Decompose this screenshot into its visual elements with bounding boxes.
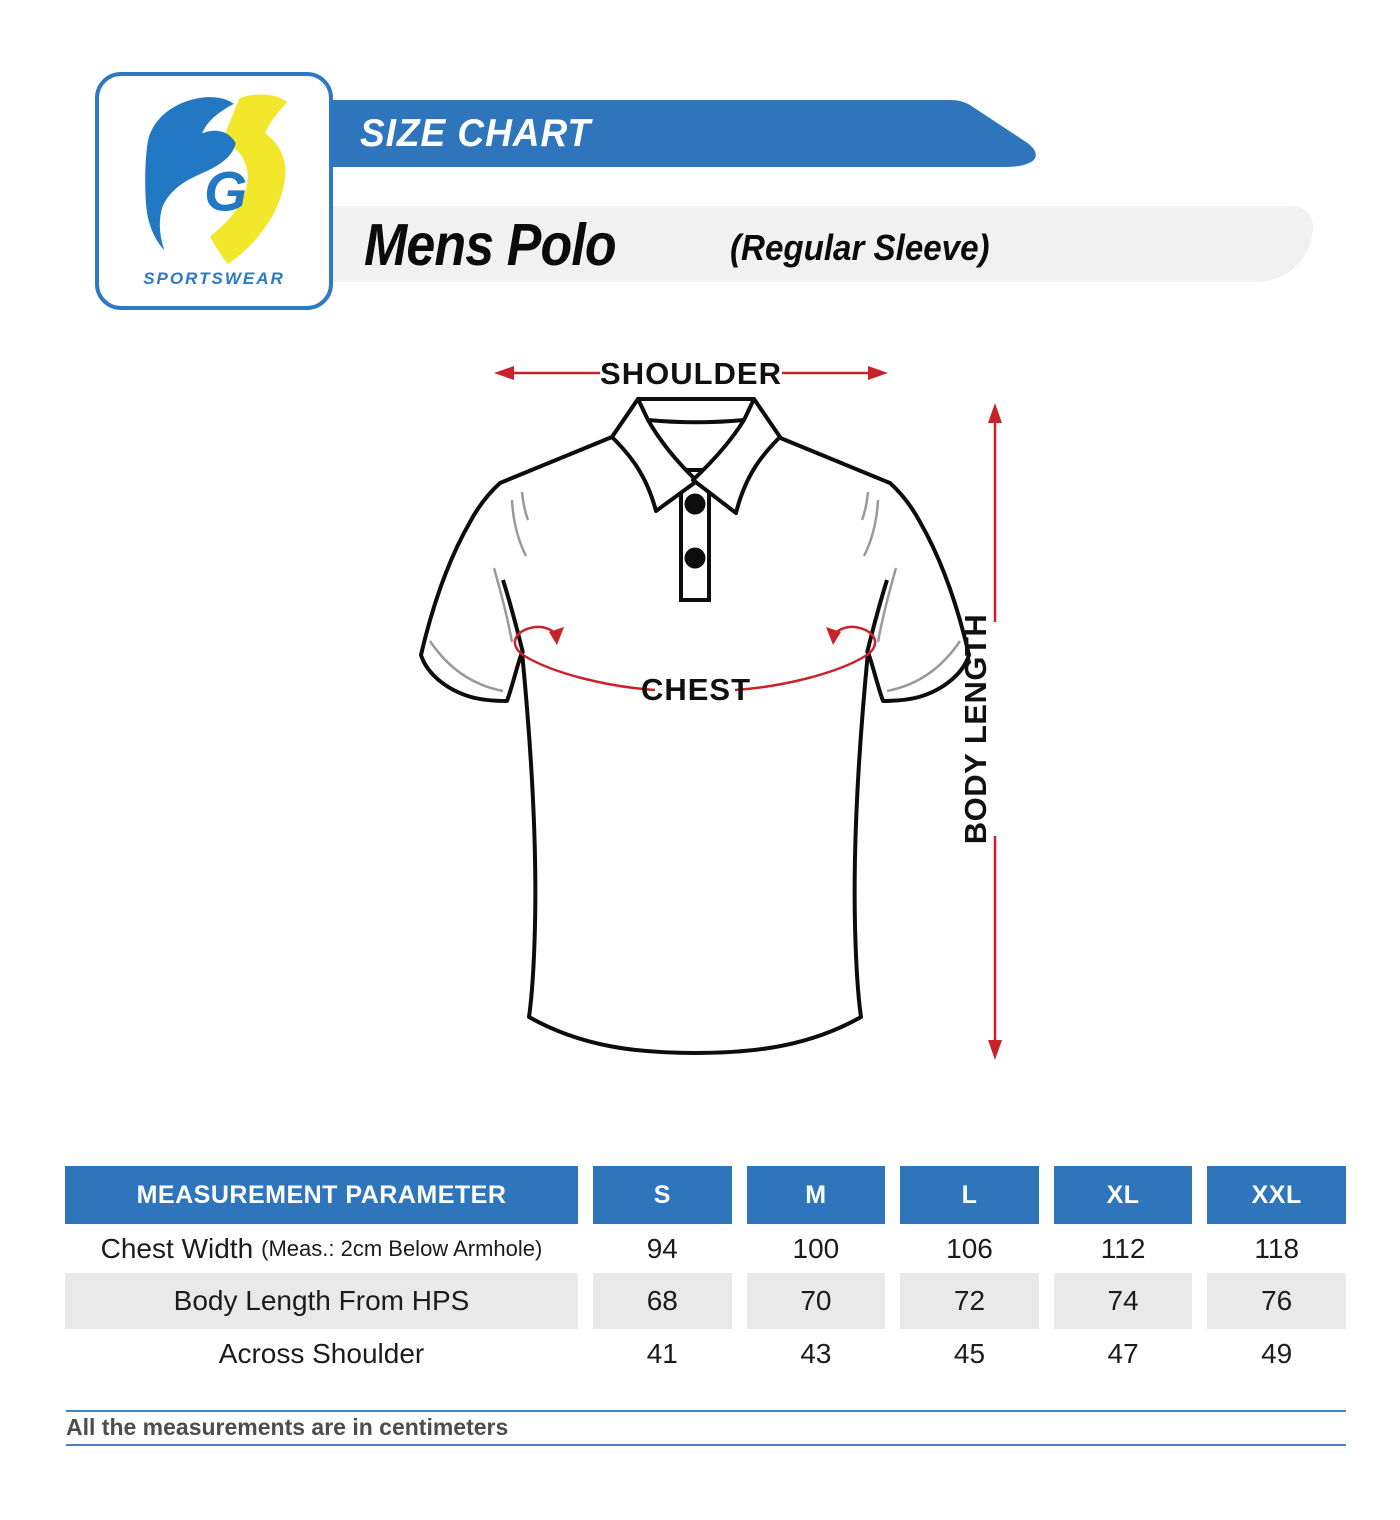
col-header-xxl: XXL [1207,1166,1346,1224]
value-cell: 41 [646,1338,678,1369]
col-header-l: L [900,1166,1039,1224]
row-label-note: (Meas.: 2cm Below Armhole) [261,1235,543,1261]
product-name: Mens Polo [364,212,616,278]
value-cell: 47 [1107,1338,1139,1369]
value-cell: 94 [646,1232,678,1264]
value-cell: 72 [900,1273,1039,1329]
row-label: Body Length From HPS [173,1285,470,1316]
size-chart-title: SIZE CHART [360,112,592,155]
brand-name: SPORTSWEAR [143,269,285,288]
value-cell: 74 [1054,1273,1193,1329]
table-row-chest-width [65,1224,1346,1273]
col-header-parameter: MEASUREMENT PARAMETER [65,1166,578,1224]
table-row-body-length [65,1273,1346,1329]
row-label-cell [65,1329,578,1379]
chest-label: CHEST [640,672,752,707]
size-table [65,1166,1346,1379]
col-header-xl: XL [1054,1166,1193,1224]
value-cell: 45 [953,1338,986,1369]
button-bottom [685,548,706,569]
shoulder-arrow-right-head [868,366,888,380]
value-cell: 112 [1100,1232,1146,1264]
shoulder-arrow-left-head [494,366,514,380]
value-cell: 106 [946,1232,993,1264]
value-cell: 68 [593,1273,732,1329]
body-length-arrow-down-head [988,1040,1002,1060]
footer-note: All the measurements are in centimeters [66,1414,509,1440]
polo-shirt-diagram [380,330,1060,1100]
value-cell: 100 [792,1232,840,1264]
value-cell: 118 [1254,1232,1300,1264]
size-table-header-row [65,1166,1346,1224]
body-length-arrow-up-head [988,403,1002,423]
row-label: Chest Width [100,1232,254,1264]
shoulder-label: SHOULDER [600,356,782,391]
sg-shield-icon [112,90,316,268]
value-cell: 76 [1207,1273,1346,1329]
logo-monogram-g: G [204,160,248,223]
collar-band-line [648,420,744,422]
value-cell: 49 [1261,1338,1293,1369]
col-header-s: S [593,1166,732,1224]
row-label-cell [65,1224,578,1273]
footer-divider-bottom [66,1444,1346,1446]
value-cell: 43 [800,1338,832,1369]
button-top [685,494,706,515]
table-row-across-shoulder [65,1329,1346,1379]
body-length-label: BODY LENGTH [958,613,993,845]
value-cell: 70 [747,1273,886,1329]
footer-divider-top [66,1410,1346,1412]
row-label: Across Shoulder [218,1338,425,1369]
product-variant: (Regular Sleeve) [730,227,990,268]
row-label-cell [65,1273,578,1329]
col-header-m: M [747,1166,886,1224]
